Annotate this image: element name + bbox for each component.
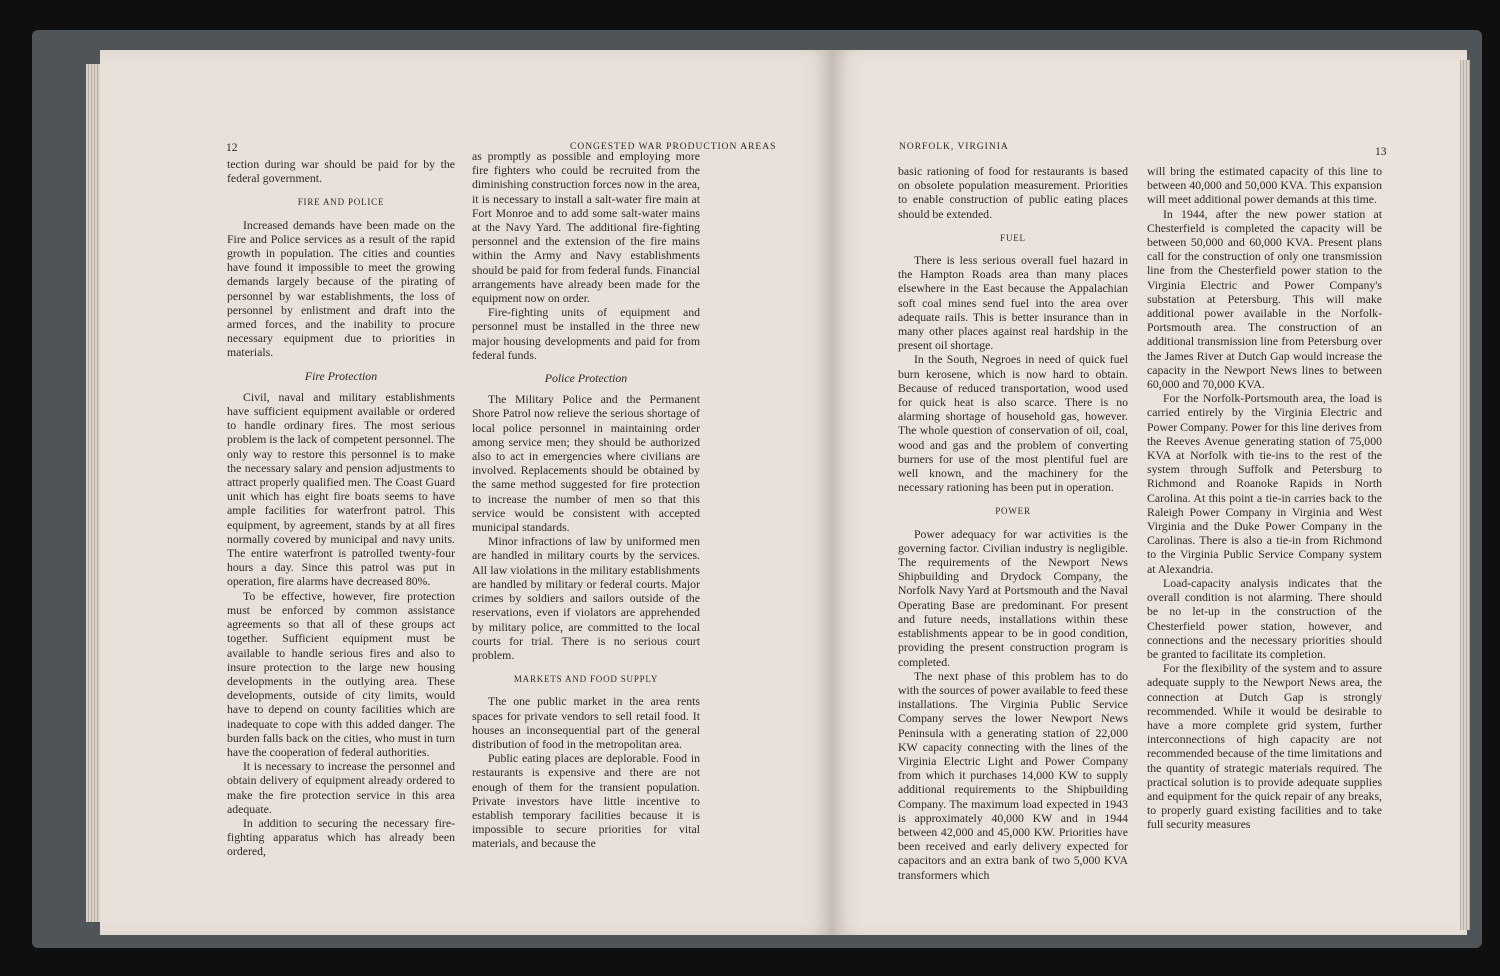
paragraph: For the Norfolk-Portsmouth area, the load is carried entirely by the Virginia Electric and Power Company. Power for this line derives from the Reeves Avenue generating station of 75,000 KVA at Norfolk with tie-ins to the rest of the system through Suffolk and Petersburg to Richmond and Roanoke Rapids in North Carolina. At this point a tie-in carries back to the Raleigh Power Company in Virginia and West Virginia and the Duke Power Company in the Carolinas. There is also a tie-in from Richmond to the Virginia Public Service Company system at Alexandria. bbox=[1147, 391, 1382, 576]
paragraph: To be effective, however, fire protection must be enforced by common assistance agreements so that all of these groups act together. Sufficient equipment must be available to handle serious fires and also to insure protection to the large new housing developments in the outlying area. These developments, outside of city limits, would have to depend on county facilities which are inadequate to cope with this added danger. The burden falls back on the cities, who must in turn have the cooperation of federal authorities. bbox=[227, 588, 455, 759]
paragraph: tection during war should be paid for by the federal government. bbox=[227, 157, 455, 186]
paragraph: Power adequacy for war activities is the governing factor. Civilian industry is negligible. The requirements of the Newport News Shipbuilding and Drydock Company, the Norfolk Navy Yard at Portsmouth and the Naval Operating Base are predominant. For present and future needs, installations within these establishments appear to be in good condition, providing the present construction program is completed. bbox=[898, 526, 1128, 669]
page-number-left: 12 bbox=[226, 142, 238, 154]
running-head-right: NORFOLK, VIRGINIA bbox=[899, 142, 1009, 152]
paragraph: The next phase of this problem has to do with the sources of power available to feed these installations. The Virginia Public Service Company serves the lower Newport News Peninsula with a generating station of 22,000 KW capacity connecting with the lines of the Virginia Electric Light and Power Company from which it purchases 14,000 KW to supply additional requirements to the Shipbuilding Company. The maximum load expected in 1943 is approximately 40,000 KW and in 1944 between 42,000 and 45,000 KW. Priorities have been received and early delivery expected for capacitors and an extra bank of two 5,000 KVA transformers which bbox=[898, 668, 1128, 882]
paragraph: It is necessary to increase the personnel and obtain delivery of equipment already ordered to make the fire protection service in this area adequate. bbox=[227, 759, 455, 816]
paragraph: as promptly as possible and employing more fire fighters who could be recruited from the diminishing construction forces now in the area, it is necessary to install a salt-water fire main at Fort Monroe and to add some salt-water mains at the Navy Yard. The additional fire-fighting personnel and the extension of the fire mains within the Army and Navy establishments should be paid for from federal funds. Financial arrangements have already been made for the equipment now on order. bbox=[472, 149, 700, 306]
paragraph: In the South, Negroes in need of quick fuel burn kerosene, which is now hard to obtain. Because of reduced transportation, wood used for quick heat is also scarce. There is no alarming shortage of household gas, however. The whole question of conservation of oil, coal, wood and gas and the problem of converting burners for use of the most plentiful fuel are well known, and the machinery for the necessary rationing has been put in operation. bbox=[898, 352, 1128, 495]
right-page-column-2 bbox=[1147, 164, 1382, 832]
paragraph: Fire-fighting units of equipment and personnel must be installed in the three new major housing developments and paid for from federal funds. bbox=[472, 305, 700, 362]
paragraph: will bring the estimated capacity of this line to between 40,000 and 50,000 KVA. This expansion will meet additional power demands at this time. bbox=[1147, 164, 1382, 207]
book-spread bbox=[40, 40, 1470, 940]
page-edges-right bbox=[1460, 60, 1470, 930]
paragraph: Minor infractions of law by uniformed men are handled in military courts by the services. All law violations in the military establishments are handled by military or federal courts. Major crimes by soldiers and sailors outside of the reservations, even if violators are apprehended by military police, are committed to the local courts for trial. There is no serious court problem. bbox=[472, 534, 700, 662]
paragraph: basic rationing of food for restaurants is based on obsolete population measurement. Priorities to enable construction of public eating places should be extended. bbox=[898, 164, 1128, 221]
subsection-heading: Police Protection bbox=[544, 371, 628, 386]
paragraph: Load-capacity analysis indicates that the overall condition is not alarming. There should be no let-up in the construction of the Chesterfield power station, however, and connections and the necessary priorities should be granted to facilitate its completion. bbox=[1147, 575, 1382, 661]
paragraph: There is less serious overall fuel hazard in the Hampton Roads area than many places elsewhere in the East because the Appalachian soft coal mines send fuel into the area over adequate rails. This is better insurance than in many other places against real hardship in the present oil shortage. bbox=[898, 253, 1128, 353]
left-page-column-1 bbox=[227, 157, 455, 859]
paragraph: For the flexibility of the system and to assure adequate supply to the Newport News area, the connection at Dutch Gap is strongly recommended. While it would be desirable to have a more complete grid system, further interconnections of high capacity are not recommended because of the time limitations and the quantity of strategic materials required. The practical solution is to provide adequate supplies and equipment for the quick repair of any breaks, to properly guard existing facilities and to take full security measures bbox=[1147, 661, 1382, 832]
paragraph: The Military Police and the Permanent Shore Patrol now relieve the serious shortage of local police personnel in maintaining order among service men; they should be authorized also to act in emergencies where civilians are involved. Replacements should be obtained by the same method suggested for fire protection to increase the number of men so that this service would be consistent with accepted municipal standards. bbox=[472, 392, 700, 535]
paragraph: In addition to securing the necessary fire-fighting apparatus which has already been ordered, bbox=[227, 815, 455, 859]
paragraph: Public eating places are deplorable. Food in restaurants is expensive and there are not enough of them for the transient population. Private investors have little incentive to establish temporary facilities because it is impossible to secure priorities for vital materials, and because the bbox=[472, 751, 700, 851]
section-heading: FUEL bbox=[1000, 232, 1026, 243]
left-page-column-2 bbox=[472, 149, 700, 851]
paragraph: Civil, naval and military establishments have sufficient equipment available or ordered to handle ordinary fires. The most serious problem is the lack of competent personnel. The only way to restore this personnel is to make the necessary salary and pension adjustments to attract properly qualified men. The Coast Guard unit which has eight fire boats seems to have ample facilities for waterfront patrol. This equipment, by agreement, stands by at all fires normally covered by municipal and navy units. The entire waterfront is patrolled twenty-four hours a day. Since this patrol was put in operation, fire alarms have decreased 80%. bbox=[227, 389, 455, 589]
page-number-right: 13 bbox=[1375, 146, 1387, 158]
section-heading: FIRE AND POLICE bbox=[297, 197, 385, 208]
paragraph: In 1944, after the new power station at Chesterfield is completed the capacity will be between 50,000 and 60,000 KVA. Present plans call for the construction of only one transmission line from the Chesterfield power station to the Virginia Electric and Power Company's substation at Petersburg. This will make additional power available in the Norfolk-Portsmouth area. The construction of an additional transmission line from Petersburg over the James River at Dutch Gap would increase the capacity in the Newport News lines to between 60,000 and 70,000 KVA. bbox=[1147, 206, 1382, 392]
paragraph: Increased demands have been made on the Fire and Police services as a result of the rapid growth in population. The cities and counties have found it impossible to meet the growing demands largely because of the pirating of personnel by war establishments, the loss of personnel by enlistment and draft into the armed forces, and the inability to procure necessary equipment due to priorities in materials. bbox=[227, 217, 455, 360]
left-page bbox=[100, 50, 835, 935]
running-head-left: CONGESTED WAR PRODUCTION AREAS bbox=[570, 142, 777, 152]
subsection-heading: Fire Protection bbox=[304, 368, 378, 383]
section-heading: POWER bbox=[995, 506, 1031, 517]
right-page-column-1 bbox=[898, 164, 1128, 882]
section-heading: MARKETS AND FOOD SUPPLY bbox=[513, 674, 659, 685]
paragraph: The one public market in the area rents spaces for private vendors to sell retail food. It houses an inconsequential part of the general distribution of food in the metropolitan area. bbox=[472, 694, 700, 751]
right-page bbox=[832, 50, 1467, 935]
